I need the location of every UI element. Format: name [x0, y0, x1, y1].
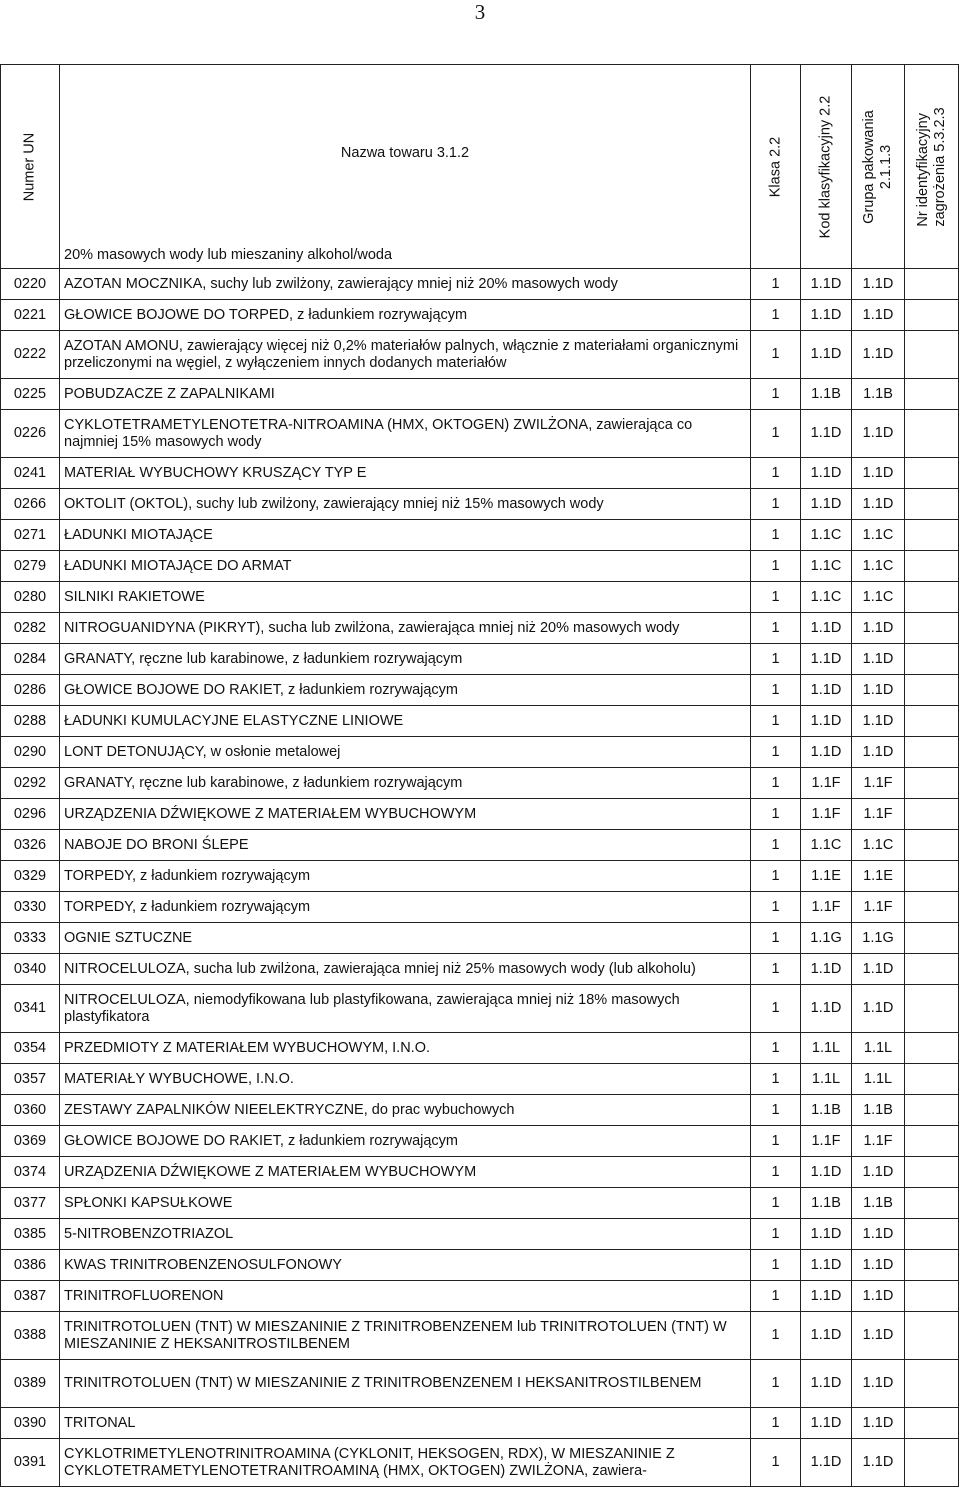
cell-kod: 1.1D	[801, 1157, 852, 1188]
cell-klasa: 1	[751, 892, 801, 923]
table-row	[1, 675, 959, 706]
cell-goods-name: PRZEDMIOTY Z MATERIAŁEM WYBUCHOWYM, I.N.O.	[60, 1033, 751, 1064]
table-row	[1, 644, 959, 675]
cell-grupa: 1.1D	[852, 1250, 905, 1281]
continuation-text: 20% masowych wody lub mieszaniny alkohol/woda	[64, 247, 393, 263]
cell-grupa: 1.1C	[852, 582, 905, 613]
cell-grupa: 1.1C	[852, 551, 905, 582]
cell-un-number: 0279	[1, 551, 60, 582]
table-row	[1, 1126, 959, 1157]
cell-kod: 1.1F	[801, 892, 852, 923]
cell-klasa: 1	[751, 985, 801, 1033]
cell-zagrozenie	[905, 830, 959, 861]
cell-un-number: 0296	[1, 799, 60, 830]
cell-goods-name: MATERIAŁ WYBUCHOWY KRUSZĄCY TYP E	[60, 458, 751, 489]
cell-goods-name: SILNIKI RAKIETOWE	[60, 582, 751, 613]
cell-grupa: 1.1D	[852, 1408, 905, 1439]
cell-zagrozenie	[905, 892, 959, 923]
table-row	[1, 768, 959, 799]
cell-zagrozenie	[905, 737, 959, 768]
cell-zagrozenie	[905, 954, 959, 985]
cell-grupa: 1.1D	[852, 1360, 905, 1408]
cell-klasa: 1	[751, 582, 801, 613]
cell-zagrozenie	[905, 489, 959, 520]
table-row	[1, 1033, 959, 1064]
cell-un-number: 0369	[1, 1126, 60, 1157]
cell-klasa: 1	[751, 1250, 801, 1281]
cell-zagrozenie	[905, 1360, 959, 1408]
table-row	[1, 520, 959, 551]
table-row	[1, 379, 959, 410]
cell-un-number: 0388	[1, 1312, 60, 1360]
cell-klasa: 1	[751, 458, 801, 489]
cell-goods-name: NITROGUANIDYNA (PIKRYT), sucha lub zwilżona, zawierająca mniej niż 20% masowych wody	[60, 613, 751, 644]
cell-klasa: 1	[751, 300, 801, 331]
cell-un-number: 0280	[1, 582, 60, 613]
cell-un-number: 0329	[1, 861, 60, 892]
cell-zagrozenie	[905, 379, 959, 410]
cell-kod: 1.1D	[801, 954, 852, 985]
cell-un-number: 0225	[1, 379, 60, 410]
cell-zagrozenie	[905, 613, 959, 644]
cell-goods-name: OGNIE SZTUCZNE	[60, 923, 751, 954]
cell-un-number: 0241	[1, 458, 60, 489]
cell-kod: 1.1L	[801, 1064, 852, 1095]
cell-zagrozenie	[905, 675, 959, 706]
page-number: 3	[474, 0, 486, 24]
cell-goods-name: NITROCELULOZA, sucha lub zwilżona, zawierająca mniej niż 25% masowych wody (lub alkoholu)	[60, 954, 751, 985]
cell-un-number: 0286	[1, 675, 60, 706]
cell-zagrozenie	[905, 1064, 959, 1095]
table-row	[1, 582, 959, 613]
cell-zagrozenie	[905, 410, 959, 458]
cell-un-number: 0330	[1, 892, 60, 923]
cell-kod: 1.1D	[801, 1250, 852, 1281]
cell-goods-name: LONT DETONUJĄCY, w osłonie metalowej	[60, 737, 751, 768]
cell-kod: 1.1D	[801, 1408, 852, 1439]
cell-goods-name: CYKLOTETRAMETYLENOTETRA-NITROAMINA (HMX, OKTOGEN) ZWILŻONA, zawierająca co najmniej 15% masowych wody	[60, 410, 751, 458]
cell-klasa: 1	[751, 1408, 801, 1439]
cell-grupa: 1.1D	[852, 410, 905, 458]
cell-grupa: 1.1D	[852, 1219, 905, 1250]
cell-goods-name: GŁOWICE BOJOWE DO RAKIET, z ładunkiem rozrywającym	[60, 1126, 751, 1157]
cell-un-number: 0222	[1, 331, 60, 379]
cell-goods-name: AZOTAN AMONU, zawierający więcej niż 0,2% materiałów palnych, włącznie z materiałami organicznymi przeliczonymi na węgiel, z wyłączeniem innych dodanych materiałów	[60, 331, 751, 379]
cell-klasa: 1	[751, 954, 801, 985]
cell-un-number: 0387	[1, 1281, 60, 1312]
table-row	[1, 410, 959, 458]
cell-zagrozenie	[905, 520, 959, 551]
cell-klasa: 1	[751, 1095, 801, 1126]
cell-klasa: 1	[751, 1312, 801, 1360]
cell-grupa: 1.1D	[852, 1281, 905, 1312]
header-name-title: Nazwa towaru 3.1.2	[340, 145, 470, 161]
cell-un-number: 0377	[1, 1188, 60, 1219]
cell-goods-name: GRANATY, ręczne lub karabinowe, z ładunkiem rozrywającym	[60, 644, 751, 675]
cell-un-number: 0391	[1, 1439, 60, 1487]
cell-kod: 1.1D	[801, 1219, 852, 1250]
cell-zagrozenie	[905, 331, 959, 379]
cell-un-number: 0357	[1, 1064, 60, 1095]
cell-goods-name: TRITONAL	[60, 1408, 751, 1439]
cell-klasa: 1	[751, 706, 801, 737]
cell-goods-name: TRINITROTOLUEN (TNT) W MIESZANINIE Z TRINITROBENZENEM I HEKSANITROSTILBENEM	[60, 1360, 751, 1408]
cell-grupa: 1.1D	[852, 985, 905, 1033]
cell-un-number: 0220	[1, 269, 60, 300]
table-row	[1, 1095, 959, 1126]
cell-kod: 1.1D	[801, 675, 852, 706]
cell-grupa: 1.1D	[852, 1157, 905, 1188]
cell-zagrozenie	[905, 582, 959, 613]
cell-goods-name: ZESTAWY ZAPALNIKÓW NIEELEKTRYCZNE, do prac wybuchowych	[60, 1095, 751, 1126]
cell-kod: 1.1D	[801, 1360, 852, 1408]
cell-grupa: 1.1C	[852, 830, 905, 861]
cell-grupa: 1.1D	[852, 300, 905, 331]
cell-grupa: 1.1D	[852, 1439, 905, 1487]
cell-un-number: 0271	[1, 520, 60, 551]
cell-zagrozenie	[905, 1408, 959, 1439]
cell-kod: 1.1D	[801, 489, 852, 520]
cell-goods-name: URZĄDZENIA DŹWIĘKOWE Z MATERIAŁEM WYBUCHOWYM	[60, 1157, 751, 1188]
cell-zagrozenie	[905, 458, 959, 489]
table-row	[1, 1439, 959, 1487]
cell-kod: 1.1B	[801, 1095, 852, 1126]
cell-zagrozenie	[905, 551, 959, 582]
header-un: Numer UN	[1, 65, 60, 269]
table-row	[1, 985, 959, 1033]
table-row	[1, 954, 959, 985]
cell-kod: 1.1F	[801, 1126, 852, 1157]
table-row	[1, 269, 959, 300]
cell-un-number: 0386	[1, 1250, 60, 1281]
table-row	[1, 613, 959, 644]
cell-klasa: 1	[751, 799, 801, 830]
table-row	[1, 1064, 959, 1095]
cell-un-number: 0354	[1, 1033, 60, 1064]
cell-grupa: 1.1D	[852, 706, 905, 737]
cell-klasa: 1	[751, 379, 801, 410]
cell-klasa: 1	[751, 923, 801, 954]
table-row	[1, 489, 959, 520]
cell-klasa: 1	[751, 768, 801, 799]
cell-goods-name: URZĄDZENIA DŹWIĘKOWE Z MATERIAŁEM WYBUCHOWYM	[60, 799, 751, 830]
cell-un-number: 0266	[1, 489, 60, 520]
cell-un-number: 0288	[1, 706, 60, 737]
cell-kod: 1.1F	[801, 768, 852, 799]
cell-kod: 1.1D	[801, 1439, 852, 1487]
table-row	[1, 1157, 959, 1188]
cell-goods-name: TRINITROFLUORENON	[60, 1281, 751, 1312]
cell-goods-name: GRANATY, ręczne lub karabinowe, z ładunkiem rozrywającym	[60, 768, 751, 799]
header-kod: Kod klasyfikacyjny 2.2	[801, 65, 852, 269]
header-row	[1, 65, 959, 269]
header-name	[60, 65, 751, 269]
cell-zagrozenie	[905, 799, 959, 830]
table-row	[1, 458, 959, 489]
cell-zagrozenie	[905, 768, 959, 799]
cell-kod: 1.1C	[801, 551, 852, 582]
cell-grupa: 1.1D	[852, 1312, 905, 1360]
cell-goods-name: SPŁONKI KAPSUŁKOWE	[60, 1188, 751, 1219]
cell-zagrozenie	[905, 1126, 959, 1157]
cell-klasa: 1	[751, 1439, 801, 1487]
cell-grupa: 1.1D	[852, 489, 905, 520]
table-row	[1, 1219, 959, 1250]
cell-goods-name: TORPEDY, z ładunkiem rozrywającym	[60, 861, 751, 892]
cell-zagrozenie	[905, 269, 959, 300]
cell-klasa: 1	[751, 551, 801, 582]
cell-grupa: 1.1G	[852, 923, 905, 954]
cell-grupa: 1.1D	[852, 644, 905, 675]
cell-kod: 1.1D	[801, 300, 852, 331]
cell-zagrozenie	[905, 1095, 959, 1126]
cell-un-number: 0282	[1, 613, 60, 644]
cell-zagrozenie	[905, 1250, 959, 1281]
header-grupa: Grupa pakowania 2.1.1.3	[852, 65, 905, 269]
table-row	[1, 1408, 959, 1439]
cell-kod: 1.1L	[801, 1033, 852, 1064]
cell-goods-name: MATERIAŁY WYBUCHOWE, I.N.O.	[60, 1064, 751, 1095]
cell-zagrozenie	[905, 861, 959, 892]
cell-zagrozenie	[905, 644, 959, 675]
cell-grupa: 1.1L	[852, 1033, 905, 1064]
cell-kod: 1.1C	[801, 520, 852, 551]
cell-grupa: 1.1D	[852, 331, 905, 379]
table-row	[1, 331, 959, 379]
cell-grupa: 1.1L	[852, 1064, 905, 1095]
cell-goods-name: ŁADUNKI KUMULACYJNE ELASTYCZNE LINIOWE	[60, 706, 751, 737]
cell-grupa: 1.1F	[852, 768, 905, 799]
cell-klasa: 1	[751, 613, 801, 644]
cell-zagrozenie	[905, 1188, 959, 1219]
cell-zagrozenie	[905, 706, 959, 737]
table-row	[1, 706, 959, 737]
cell-un-number: 0340	[1, 954, 60, 985]
cell-klasa: 1	[751, 1219, 801, 1250]
table-row	[1, 1281, 959, 1312]
table-row	[1, 830, 959, 861]
cell-klasa: 1	[751, 1281, 801, 1312]
cell-grupa: 1.1F	[852, 1126, 905, 1157]
cell-un-number: 0374	[1, 1157, 60, 1188]
table-row	[1, 1312, 959, 1360]
table-row	[1, 1188, 959, 1219]
cell-un-number: 0385	[1, 1219, 60, 1250]
cell-kod: 1.1C	[801, 582, 852, 613]
cell-kod: 1.1D	[801, 985, 852, 1033]
cell-klasa: 1	[751, 520, 801, 551]
cell-kod: 1.1D	[801, 458, 852, 489]
cell-grupa: 1.1D	[852, 737, 905, 768]
cell-kod: 1.1F	[801, 799, 852, 830]
cell-klasa: 1	[751, 830, 801, 861]
cell-un-number: 0360	[1, 1095, 60, 1126]
cell-zagrozenie	[905, 1219, 959, 1250]
cell-klasa: 1	[751, 675, 801, 706]
table-row	[1, 861, 959, 892]
cell-goods-name: POBUDZACZE Z ZAPALNIKAMI	[60, 379, 751, 410]
table-row	[1, 892, 959, 923]
cell-zagrozenie	[905, 985, 959, 1033]
cell-kod: 1.1D	[801, 1281, 852, 1312]
cell-goods-name: GŁOWICE BOJOWE DO RAKIET, z ładunkiem rozrywającym	[60, 675, 751, 706]
cell-klasa: 1	[751, 1064, 801, 1095]
cell-kod: 1.1D	[801, 644, 852, 675]
table-row	[1, 737, 959, 768]
cell-kod: 1.1D	[801, 1312, 852, 1360]
cell-goods-name: GŁOWICE BOJOWE DO TORPED, z ładunkiem rozrywającym	[60, 300, 751, 331]
cell-zagrozenie	[905, 923, 959, 954]
cell-grupa: 1.1C	[852, 520, 905, 551]
cell-klasa: 1	[751, 410, 801, 458]
goods-table	[0, 64, 959, 1487]
cell-klasa: 1	[751, 1126, 801, 1157]
cell-goods-name: CYKLOTRIMETYLENOTRINITROAMINA (CYKLONIT, HEKSOGEN, RDX), W MIESZANINIE Z CYKLOTETRAMETYLENOTETRANITROAMINĄ (HMX, OKTOGEN) ZWILŻONA, zawiera-	[60, 1439, 751, 1487]
cell-un-number: 0226	[1, 410, 60, 458]
cell-klasa: 1	[751, 489, 801, 520]
cell-un-number: 0389	[1, 1360, 60, 1408]
cell-kod: 1.1D	[801, 410, 852, 458]
cell-kod: 1.1D	[801, 706, 852, 737]
cell-klasa: 1	[751, 737, 801, 768]
cell-goods-name: 5-NITROBENZOTRIAZOL	[60, 1219, 751, 1250]
cell-zagrozenie	[905, 1439, 959, 1487]
cell-kod: 1.1B	[801, 379, 852, 410]
cell-kod: 1.1C	[801, 830, 852, 861]
cell-grupa: 1.1B	[852, 1095, 905, 1126]
cell-grupa: 1.1E	[852, 861, 905, 892]
cell-goods-name: OKTOLIT (OKTOL), suchy lub zwilżony, zawierający mniej niż 15% masowych wody	[60, 489, 751, 520]
table-row	[1, 799, 959, 830]
cell-grupa: 1.1D	[852, 613, 905, 644]
cell-un-number: 0390	[1, 1408, 60, 1439]
cell-goods-name: AZOTAN MOCZNIKA, suchy lub zwilżony, zawierający mniej niż 20% masowych wody	[60, 269, 751, 300]
cell-klasa: 1	[751, 269, 801, 300]
cell-klasa: 1	[751, 1157, 801, 1188]
cell-un-number: 0284	[1, 644, 60, 675]
cell-goods-name: TORPEDY, z ładunkiem rozrywającym	[60, 892, 751, 923]
cell-goods-name: KWAS TRINITROBENZENOSULFONOWY	[60, 1250, 751, 1281]
cell-grupa: 1.1B	[852, 1188, 905, 1219]
cell-kod: 1.1B	[801, 1188, 852, 1219]
cell-zagrozenie	[905, 1033, 959, 1064]
table-row	[1, 1250, 959, 1281]
cell-un-number: 0341	[1, 985, 60, 1033]
cell-goods-name: TRINITROTOLUEN (TNT) W MIESZANINIE Z TRINITROBENZENEM lub TRINITROTOLUEN (TNT) W MIESZANINIE Z HEKSANITROSTILBENEM	[60, 1312, 751, 1360]
cell-kod: 1.1D	[801, 331, 852, 379]
header-klasa: Klasa 2.2	[751, 65, 801, 269]
table-row	[1, 1360, 959, 1408]
cell-kod: 1.1D	[801, 613, 852, 644]
table-row	[1, 923, 959, 954]
cell-kod: 1.1D	[801, 737, 852, 768]
table-row	[1, 300, 959, 331]
cell-grupa: 1.1F	[852, 892, 905, 923]
cell-un-number: 0333	[1, 923, 60, 954]
header-zagrozenie: Nr identyfikacyjny zagrożenia 5.3.2.3	[905, 65, 959, 269]
cell-un-number: 0221	[1, 300, 60, 331]
cell-un-number: 0326	[1, 830, 60, 861]
cell-grupa: 1.1D	[852, 458, 905, 489]
cell-grupa: 1.1D	[852, 675, 905, 706]
cell-un-number: 0292	[1, 768, 60, 799]
cell-zagrozenie	[905, 300, 959, 331]
cell-grupa: 1.1D	[852, 954, 905, 985]
cell-kod: 1.1E	[801, 861, 852, 892]
cell-goods-name: NITROCELULOZA, niemodyfikowana lub plastyfikowana, zawierająca mniej niż 18% masowych plastyfikatora	[60, 985, 751, 1033]
cell-klasa: 1	[751, 1188, 801, 1219]
cell-zagrozenie	[905, 1281, 959, 1312]
cell-klasa: 1	[751, 1033, 801, 1064]
cell-kod: 1.1G	[801, 923, 852, 954]
cell-goods-name: ŁADUNKI MIOTAJĄCE	[60, 520, 751, 551]
cell-goods-name: ŁADUNKI MIOTAJĄCE DO ARMAT	[60, 551, 751, 582]
cell-zagrozenie	[905, 1157, 959, 1188]
cell-grupa: 1.1F	[852, 799, 905, 830]
cell-kod: 1.1D	[801, 269, 852, 300]
cell-grupa: 1.1B	[852, 379, 905, 410]
cell-klasa: 1	[751, 331, 801, 379]
cell-klasa: 1	[751, 1360, 801, 1408]
cell-klasa: 1	[751, 861, 801, 892]
table-row	[1, 551, 959, 582]
cell-goods-name: NABOJE DO BRONI ŚLEPE	[60, 830, 751, 861]
cell-grupa: 1.1D	[852, 269, 905, 300]
cell-klasa: 1	[751, 644, 801, 675]
cell-un-number: 0290	[1, 737, 60, 768]
cell-zagrozenie	[905, 1312, 959, 1360]
